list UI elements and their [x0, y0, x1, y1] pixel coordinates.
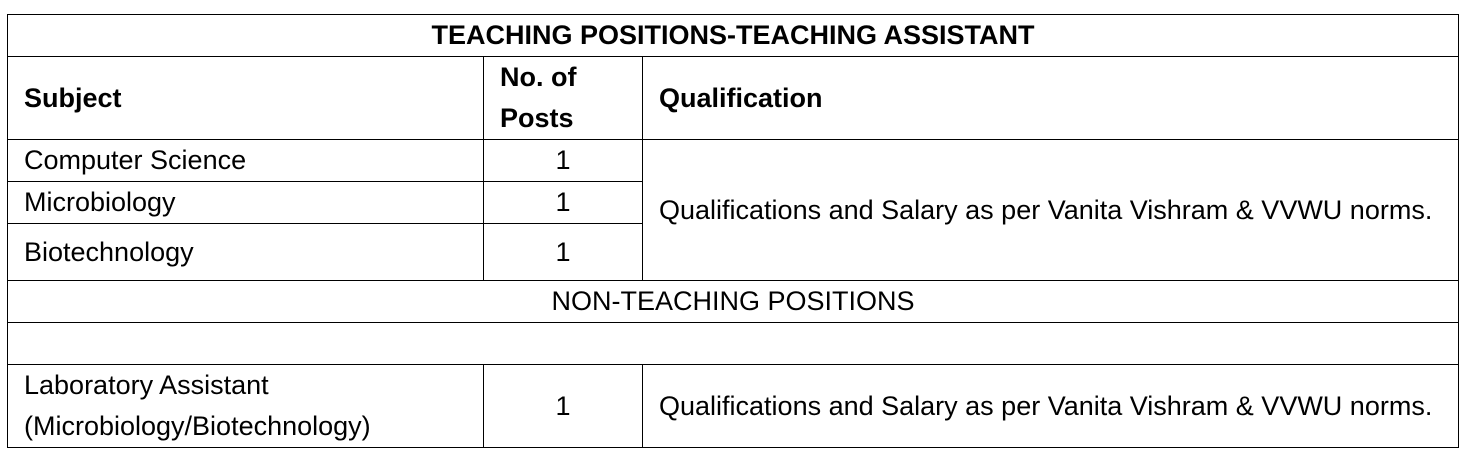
subject-cell: Laboratory Assistant (Microbiology/Biotechnology) — [8, 365, 484, 448]
empty-cell — [8, 323, 1459, 365]
header-subject: Subject — [8, 57, 484, 140]
table-row — [8, 365, 1459, 448]
subject-cell: Biotechnology — [8, 224, 484, 281]
subject-cell: Computer Science — [8, 140, 484, 182]
table-row — [8, 140, 1459, 182]
table-title: TEACHING POSITIONS-TEACHING ASSISTANT — [8, 15, 1459, 57]
header-qualification: Qualification — [643, 57, 1459, 140]
non-teaching-title: NON-TEACHING POSITIONS — [8, 281, 1459, 323]
positions-table — [7, 14, 1459, 448]
header-row — [8, 57, 1459, 140]
title-row — [8, 15, 1459, 57]
section-row — [8, 281, 1459, 323]
posts-cell: 1 — [484, 140, 643, 182]
header-posts: No. of Posts — [484, 57, 643, 140]
positions-table-wrapper — [7, 14, 1459, 448]
teaching-qualification-cell: Qualifications and Salary as per Vanita Vishram & VVWU norms. — [643, 140, 1459, 281]
subject-cell: Microbiology — [8, 182, 484, 224]
posts-cell: 1 — [484, 224, 643, 281]
qualification-cell: Qualifications and Salary as per Vanita Vishram & VVWU norms. — [643, 365, 1459, 448]
posts-cell: 1 — [484, 182, 643, 224]
empty-row — [8, 323, 1459, 365]
posts-cell: 1 — [484, 365, 643, 448]
